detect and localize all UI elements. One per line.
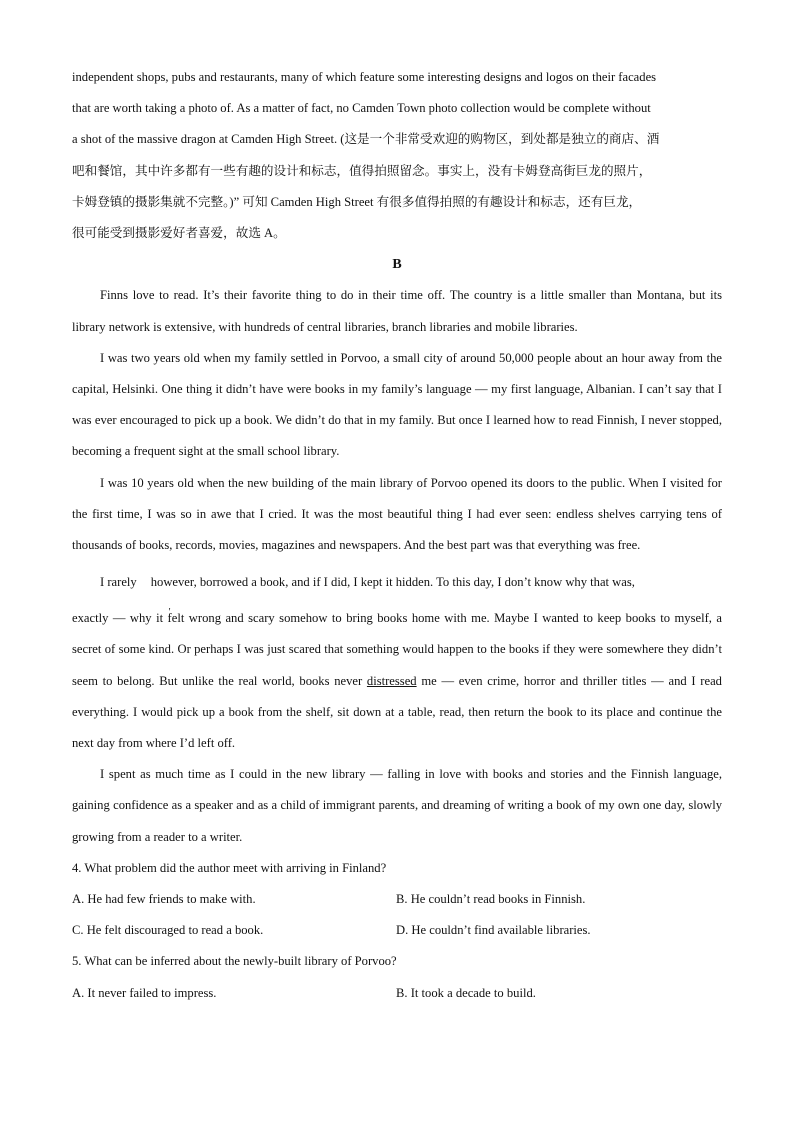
passage-text: I rarely bbox=[100, 575, 137, 590]
question-5-stem: 5. What can be inferred about the newly-built library of Porvoo? bbox=[72, 954, 397, 969]
document-page bbox=[72, 62, 722, 1009]
explanation-line: a shot of the massive dragon at Camden High Street. (这是一个非常受欢迎的购物区，到处都是独立的商店、酒 bbox=[72, 132, 660, 147]
passage-paragraph-2: I was two years old when my family settled in Porvoo, a small city of around 50,000 people about an hour away from the capital, Helsinki. One thing it didn’t have were books in my family’s language — my first language, Albanian. I can’t say that I was ever encouraged to pick up a book. We didn’t do that in my family. But once I learned how to read Finnish, I never stopped, becoming a frequent sight at the small school library. bbox=[72, 350, 722, 459]
passage-text: exactly — why it felt wrong and scary somehow to bring books home with me. Maybe I wanted to keep books to myself, a secret of some kind. Or perhaps I was just scared that something would happen to the books if they were somewhere they didn’t seem to belong. But unlike the real world, books never bbox=[72, 611, 722, 688]
passage-paragraph-4-start bbox=[72, 561, 722, 603]
explanation-line: independent shops, pubs and restaurants, many of which feature some interesting designs and logos on their facades bbox=[72, 70, 657, 84]
explanation-line: that are worth taking a photo of. As a matter of fact, no Camden Town photo collection would be complete without bbox=[72, 101, 651, 116]
passage-paragraph-5: I spent as much time as I could in the new library — falling in love with books and stories and the Finnish language, gaining confidence as a speaker and as a child of immigrant parents, and dreaming of writing a book of my own one day, slowly growing from a reader to a writer. bbox=[72, 767, 722, 844]
section-title: B bbox=[392, 257, 402, 273]
passage-paragraph-1: Finns love to read. It’s their favorite thing to do in their time off. The country is a little smaller than Montana, but its library network is extensive, with hundreds of central libraries, branch libraries and mobile libraries. bbox=[72, 288, 722, 334]
question-5-options-row bbox=[72, 978, 722, 1009]
passage-text: however, borrowed a book, and if I did, I kept it hidden. To this day, I don’t know why that was, bbox=[150, 575, 635, 590]
option-b[interactable]: B. He couldn’t read books in Finnish. bbox=[396, 892, 586, 907]
option-c[interactable]: C. He felt discouraged to read a book. bbox=[72, 923, 264, 938]
passage-text: me — even crime, horror and thriller titles — and I read everything. I would pick up a book from the shelf, sit down at a table, read, then return the book to its place and continue the next day from where I’d left off. bbox=[72, 673, 722, 751]
explanation-block bbox=[72, 62, 722, 249]
explanation-line: 卡姆登镇的摄影集就不完整。)” 可知 Camden High Street 有很多值得拍照的有趣设计和标志，还有巨龙， bbox=[72, 194, 642, 209]
passage-paragraph-3: I was 10 years old when the new building of the main library of Porvoo opened its doors to the public. When I visited for the first time, I was so in awe that I cried. It was the most beautiful thing I had ever seen: endless shelves carrying tens of thousands of books, records, movies, magazines and newspapers. And the best part was that everything was free. bbox=[72, 475, 722, 553]
option-a[interactable]: A. He had few friends to make with. bbox=[72, 892, 256, 907]
question-4-options-row bbox=[72, 915, 722, 946]
explanation-line: 很可能受到摄影爱好者喜爱，故选 A。 bbox=[72, 226, 286, 241]
question-4-stem: 4. What problem did the author meet with arriving in Finland? bbox=[72, 860, 387, 875]
explanation-line: 吧和餐馆，其中许多都有一些有趣的设计和标志，值得拍照留念。事实上，没有卡姆登高街巨龙的照片， bbox=[72, 163, 652, 178]
option-d[interactable]: D. He couldn’t find available libraries. bbox=[396, 923, 591, 938]
option-b[interactable]: B. It took a decade to build. bbox=[396, 985, 536, 1000]
underlined-word: distressed bbox=[366, 673, 417, 688]
option-a[interactable]: A. It never failed to impress. bbox=[72, 985, 217, 1000]
question-4-options-row bbox=[72, 884, 722, 915]
